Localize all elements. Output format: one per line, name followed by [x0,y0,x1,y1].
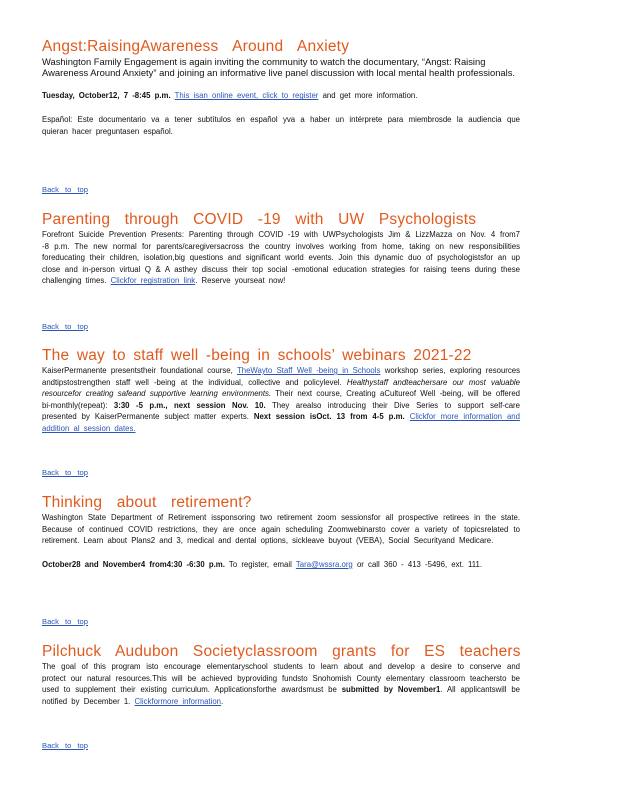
section-parenting [42,211,520,287]
section-audubon-grants [42,643,520,707]
audubon-text: The goal of this program isto encourage elementaryschool students to learn about and develop a desire to conserve and protect our natural resources.This will be achieved byproviding fundsto Snohomish County elementary classroom teachersto be used to supplement their existing curriculum. Applicationsforthe awardsmust be [42,662,520,695]
section-angst [42,38,520,137]
retirement-email-link[interactable]: Tara@wssra.org [295,559,353,569]
audubon-body [42,661,520,707]
audubon-after: . All applicantswill be notified by December 1. [42,685,521,706]
wellbeing-body [42,365,520,435]
retirement-register-text: To register, email [228,559,292,569]
retirement-phone: or call 360 - 413 -5496, ext. 111. [356,559,483,569]
wellbeing-p2: Their next course, Creating aCultureof Well -being, will be offered bi-monthly(repeat): [42,389,520,410]
parenting-body [42,229,520,287]
retirement-dates: October28 and November4 from4:30 -6:30 p.m. [42,559,225,569]
audubon-deadline: submitted by November1 [341,685,441,695]
wellbeing-lead: KaiserPermanente presentstheir foundational course, [42,366,233,375]
back-to-top-link[interactable]: Back to top [42,617,88,626]
angst-intro: Washington Family Engagement is again inviting the community to watch the documentary, “Angst: Raising Awareness Around Anxiety” and joining an informative live panel discussion with local mental health professionals. [42,56,516,79]
section-title-angst: Angst:RaisingAwareness Around Anxiety [42,38,350,55]
wellbeing-more-info-link[interactable]: Clickfor more information and addition al session dates. [42,412,520,433]
angst-details [42,90,520,102]
back-to-top-link[interactable]: Back to top [42,185,88,194]
angst-spanish: Español: Este documentario va a tener subtítulos en español yva a haber un intérprete para miembrosde la audiencia que quieran hacer preguntasen español. [42,115,520,136]
section-title-retirement: Thinking about retirement? [42,494,252,511]
section-title-audubon-grants: Pilchuck Audubon Societyclassroom grants for ES teachers [42,643,521,660]
retirement-details [42,559,520,571]
parenting-after-link: . Reserve yourseat now! [195,276,286,286]
wellbeing-course-link[interactable]: TheWayto Staff Well -being in Schools [236,366,381,375]
section-retirement [42,494,520,570]
wellbeing-p3: They arealso introducing their Dive Series to support self-care presented by KaiserPermanente subject matter experts. [42,400,520,422]
angst-register-link[interactable]: This isan online event, click to register [174,91,319,101]
wellbeing-dive-session: Next session isOct. 13 from 4-5 p.m. [253,412,405,422]
section-staff-wellbeing [42,347,520,435]
back-to-top-link[interactable]: Back to top [42,741,88,750]
section-title-parenting: Parenting through COVID -19 with UW Psychologists [42,211,477,228]
back-to-top-link[interactable]: Back to top [42,322,88,331]
angst-date: Tuesday, October12, 7 -8:45 p.m. [42,91,171,101]
retirement-body: Washington State Department of Retirement issponsoring two retirement zoom sessionsfor all prospective retirees in the state. Because of continued COVID restrictions, they are once again scheduling Zoomwebinarsto cover a variety of topicsrelated to retirement. Learn about Plans2 and 3, medical and dental options, sickleave buyout (VEBA), Social Securityand Medicare. [42,513,520,546]
parenting-text: Forefront Suicide Prevention Presents: Parenting through COVID -19 with UWPsychologists Jim & LizzMazza on Nov. 4 from7 -8 p.m. The new normal for parents/caregiversacross the country involves working from home, taking on new responsibilities foreducating their children, isolation,big questions and significant world events. Join this dynamic duo of psychologistsfor an up close and in-person virtual Q & A asthey discuss their top social -emotional education strategies for raising teens during these challenging times. [42,230,520,286]
wellbeing-italic: Healthystaff andteachersare our most valuable resourcefor creating safeand supportive learning environments. [42,377,520,399]
back-to-top-link[interactable]: Back to top [42,468,88,477]
audubon-end: . [221,696,224,706]
parenting-registration-link[interactable]: Clickfor registration link [110,276,196,286]
section-title-staff-wellbeing: The way to staff well -being in schools’ webinars 2021-22 [42,347,472,364]
wellbeing-next-session: 3:30 -5 p.m., next session Nov. 10. [113,400,266,410]
audubon-more-info-link[interactable]: Clickformore information [134,696,222,706]
angst-after-link: and get more information. [322,91,418,101]
wellbeing-p1: workshop series, exploring resources andtipstostrengthen staff well -being at the individual, collective and policylevel. [42,366,521,387]
